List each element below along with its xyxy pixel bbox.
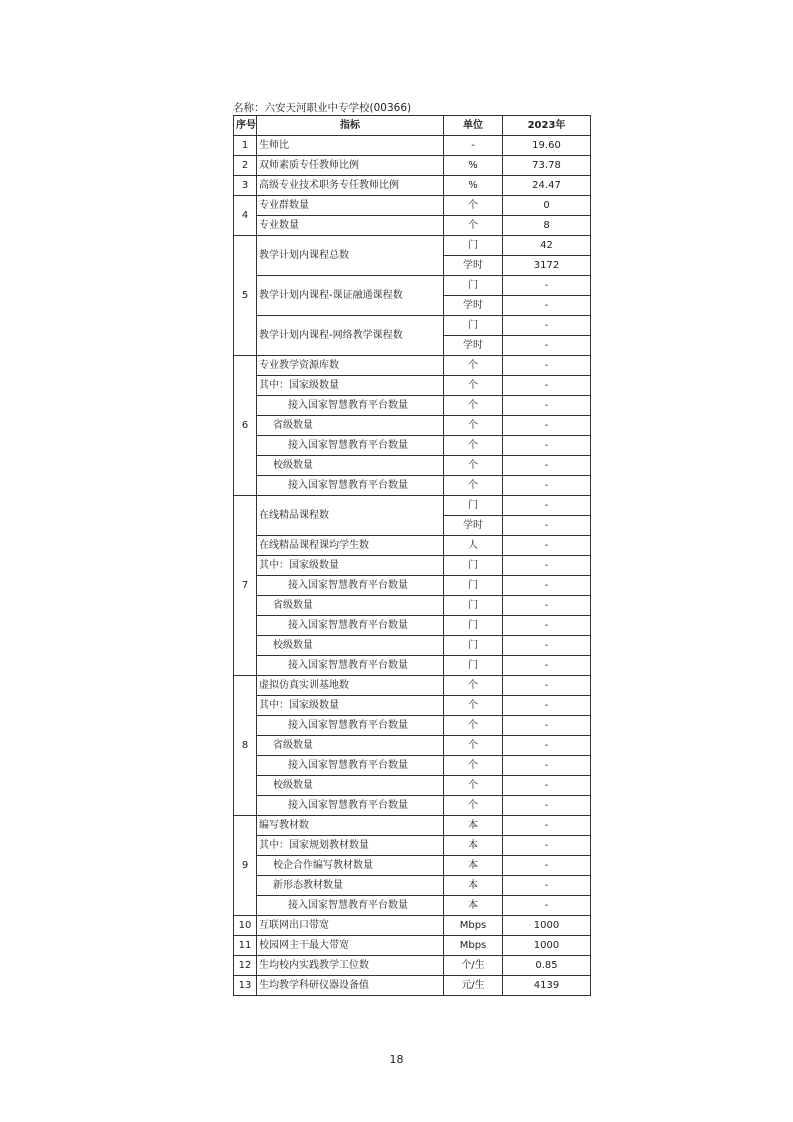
cell-value: 0 [503,196,591,216]
table-row [234,156,591,176]
cell-unit: 门 [444,316,503,336]
table-row [234,656,591,676]
table-row [234,536,591,556]
cell-seq: 10 [234,916,257,936]
cell-unit: 本 [444,856,503,876]
table-row [234,816,591,836]
cell-value: - [503,676,591,696]
cell-unit: 门 [444,556,503,576]
table-row [234,836,591,856]
cell-value: - [503,596,591,616]
cell-value: - [503,876,591,896]
cell-seq: 7 [234,496,257,676]
cell-value: 4139 [503,976,591,996]
table-row [234,676,591,696]
cell-unit: - [444,136,503,156]
cell-unit: 门 [444,276,503,296]
column-header-seq: 序号 [234,116,257,136]
school-name: 名称：六安天河职业中专学校(00366) [233,102,412,114]
cell-indicator: 双师素质专任教师比例 [257,156,444,176]
cell-indicator: 高级专业技术职务专任教师比例 [257,176,444,196]
cell-unit: 本 [444,836,503,856]
table-row [234,956,591,976]
cell-unit: 个 [444,696,503,716]
cell-value: - [503,436,591,456]
cell-unit: 个/生 [444,956,503,976]
cell-value: - [503,696,591,716]
cell-indicator: 接入国家智慧教育平台数量 [257,896,444,916]
cell-value: - [503,556,591,576]
cell-unit: 个 [444,476,503,496]
cell-unit: 门 [444,576,503,596]
cell-indicator: 教学计划内课程-课证融通课程数 [257,276,444,316]
cell-unit: 个 [444,456,503,476]
table-row [234,436,591,456]
cell-unit: Mbps [444,936,503,956]
cell-unit: 门 [444,656,503,676]
cell-unit: 本 [444,896,503,916]
table-row [234,576,591,596]
column-header-unit: 单位 [444,116,503,136]
cell-unit: 个 [444,396,503,416]
table-row [234,556,591,576]
cell-seq: 6 [234,356,257,496]
table-row [234,716,591,736]
cell-unit: 个 [444,756,503,776]
cell-unit: 学时 [444,516,503,536]
cell-unit: % [444,156,503,176]
cell-indicator: 校企合作编写教材数量 [257,856,444,876]
cell-value: - [503,516,591,536]
cell-value: - [503,856,591,876]
table-row [234,196,591,216]
table-header-row [234,116,591,136]
table-row [234,316,591,336]
cell-unit: 学时 [444,296,503,316]
cell-seq: 13 [234,976,257,996]
cell-seq: 9 [234,816,257,916]
page-number: 18 [389,1053,404,1066]
table-row [234,736,591,756]
cell-seq: 12 [234,956,257,976]
cell-indicator: 新形态教材数量 [257,876,444,896]
table-row [234,376,591,396]
cell-value: - [503,616,591,636]
cell-unit: 个 [444,736,503,756]
table-body [234,136,591,996]
cell-indicator: 接入国家智慧教育平台数量 [257,436,444,456]
cell-seq: 2 [234,156,257,176]
table-row [234,696,591,716]
cell-indicator: 互联网出口带宽 [257,916,444,936]
cell-unit: 个 [444,416,503,436]
cell-unit: % [444,176,503,196]
cell-unit: 个 [444,356,503,376]
cell-unit: 门 [444,636,503,656]
cell-seq: 8 [234,676,257,816]
cell-seq: 5 [234,236,257,356]
cell-unit: 本 [444,876,503,896]
table-row [234,636,591,656]
cell-unit: 个 [444,436,503,456]
cell-seq: 11 [234,936,257,956]
table-row [234,236,591,256]
cell-seq: 1 [234,136,257,156]
cell-indicator: 校级数量 [257,776,444,796]
table-row [234,916,591,936]
table-row [234,876,591,896]
cell-value: - [503,356,591,376]
cell-value: - [503,416,591,436]
cell-seq: 4 [234,196,257,236]
cell-indicator: 专业数量 [257,216,444,236]
cell-value: - [503,796,591,816]
table-row [234,976,591,996]
cell-value: - [503,656,591,676]
table-row [234,756,591,776]
cell-unit: 个 [444,376,503,396]
cell-indicator: 省级数量 [257,596,444,616]
table-row [234,496,591,516]
cell-indicator: 其中：国家级数量 [257,696,444,716]
cell-unit: 学时 [444,256,503,276]
cell-value: - [503,716,591,736]
cell-indicator: 接入国家智慧教育平台数量 [257,396,444,416]
cell-indicator: 接入国家智慧教育平台数量 [257,756,444,776]
cell-indicator: 其中：国家规划教材数量 [257,836,444,856]
cell-value: - [503,536,591,556]
cell-value: 73.78 [503,156,591,176]
cell-value: - [503,576,591,596]
cell-value: 8 [503,216,591,236]
cell-value: - [503,336,591,356]
table-row [234,616,591,636]
cell-unit: 个 [444,776,503,796]
cell-indicator: 校级数量 [257,456,444,476]
cell-indicator: 接入国家智慧教育平台数量 [257,576,444,596]
cell-indicator: 在线精品课程数 [257,496,444,536]
cell-unit: 门 [444,236,503,256]
cell-indicator: 接入国家智慧教育平台数量 [257,476,444,496]
cell-seq: 3 [234,176,257,196]
table-row [234,596,591,616]
cell-unit: 个 [444,676,503,696]
cell-value: - [503,496,591,516]
cell-value: - [503,636,591,656]
cell-indicator: 接入国家智慧教育平台数量 [257,796,444,816]
cell-unit: Mbps [444,916,503,936]
cell-indicator: 接入国家智慧教育平台数量 [257,616,444,636]
cell-value: - [503,396,591,416]
cell-value: - [503,736,591,756]
cell-value: - [503,896,591,916]
cell-unit: 本 [444,816,503,836]
cell-indicator: 接入国家智慧教育平台数量 [257,656,444,676]
table-row [234,216,591,236]
cell-value: - [503,296,591,316]
cell-indicator: 教学计划内课程-网络教学课程数 [257,316,444,356]
cell-indicator: 其中：国家级数量 [257,376,444,396]
table-row [234,476,591,496]
cell-value: - [503,316,591,336]
cell-unit: 门 [444,496,503,516]
cell-indicator: 在线精品课程课均学生数 [257,536,444,556]
table-row [234,176,591,196]
cell-value: 24.47 [503,176,591,196]
table-row [234,856,591,876]
cell-value: - [503,836,591,856]
cell-unit: 个 [444,196,503,216]
cell-value: - [503,456,591,476]
cell-value: - [503,756,591,776]
cell-indicator: 接入国家智慧教育平台数量 [257,716,444,736]
cell-value: - [503,376,591,396]
cell-indicator: 教学计划内课程总数 [257,236,444,276]
cell-indicator: 虚拟仿真实训基地数 [257,676,444,696]
cell-indicator: 其中：国家级数量 [257,556,444,576]
cell-indicator: 生均教学科研仪器设备值 [257,976,444,996]
cell-indicator: 编写教材数 [257,816,444,836]
cell-indicator: 校级数量 [257,636,444,656]
cell-indicator: 省级数量 [257,416,444,436]
cell-value: - [503,276,591,296]
cell-indicator: 省级数量 [257,736,444,756]
table-row [234,276,591,296]
cell-value: 19.60 [503,136,591,156]
table-row [234,136,591,156]
cell-unit: 人 [444,536,503,556]
cell-unit: 个 [444,216,503,236]
indicator-table [233,115,591,996]
cell-value: 0.85 [503,956,591,976]
cell-value: 3172 [503,256,591,276]
table-row [234,456,591,476]
column-header-year: 2023年 [503,116,591,136]
table-row [234,896,591,916]
cell-indicator: 生均校内实践教学工位数 [257,956,444,976]
cell-value: 1000 [503,936,591,956]
cell-indicator: 校园网主干最大带宽 [257,936,444,956]
table-row [234,416,591,436]
cell-indicator: 生师比 [257,136,444,156]
cell-unit: 元/生 [444,976,503,996]
table-row [234,936,591,956]
cell-indicator: 专业教学资源库数 [257,356,444,376]
cell-value: 42 [503,236,591,256]
cell-unit: 个 [444,716,503,736]
cell-unit: 门 [444,596,503,616]
column-header-indicator: 指标 [257,116,444,136]
table-row [234,776,591,796]
cell-indicator: 专业群数量 [257,196,444,216]
table-row [234,396,591,416]
cell-unit: 学时 [444,336,503,356]
cell-value: 1000 [503,916,591,936]
cell-value: - [503,816,591,836]
table-row [234,356,591,376]
cell-unit: 个 [444,796,503,816]
cell-value: - [503,776,591,796]
cell-unit: 门 [444,616,503,636]
cell-value: - [503,476,591,496]
table-row [234,796,591,816]
